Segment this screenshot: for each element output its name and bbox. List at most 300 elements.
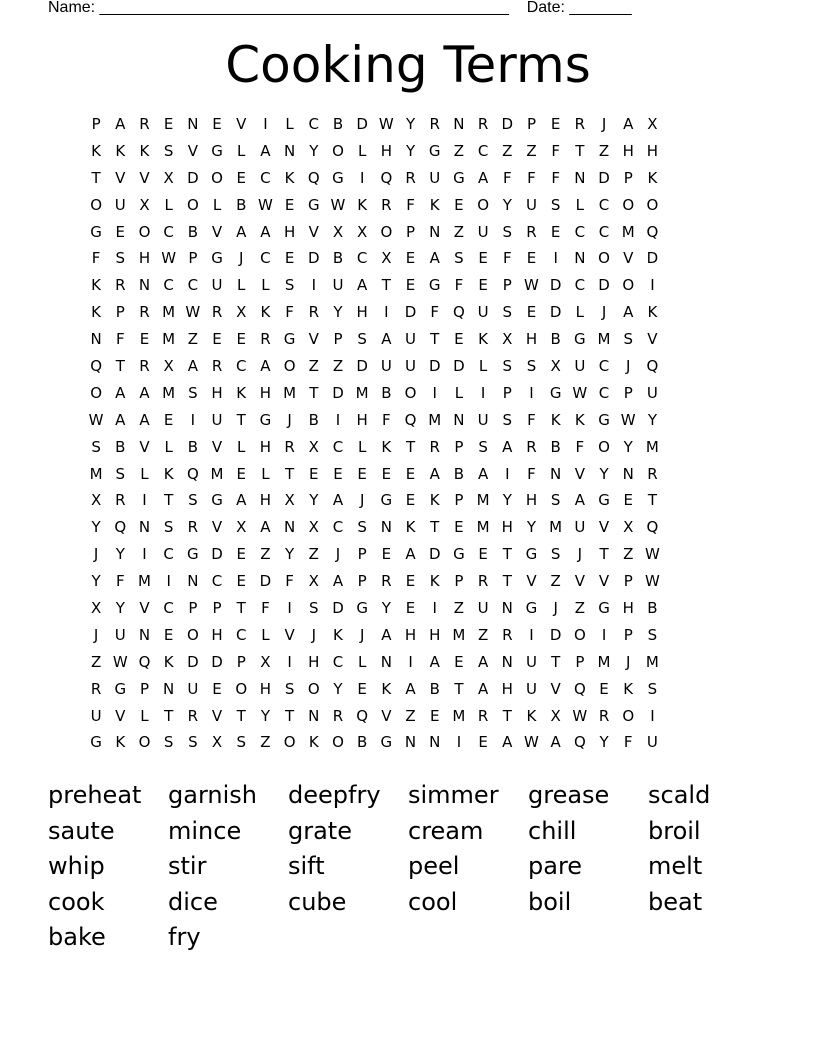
grid-letter[interactable]: A — [502, 733, 513, 752]
grid-letter[interactable]: Z — [332, 357, 344, 376]
grid-letter[interactable]: C — [574, 276, 586, 295]
grid-letter[interactable]: P — [526, 115, 536, 133]
grid-letter[interactable]: N — [501, 652, 513, 671]
grid-letter[interactable]: C — [163, 276, 174, 295]
grid-letter[interactable]: H — [308, 652, 320, 671]
grid-letter[interactable]: A — [260, 222, 271, 241]
grid-letter[interactable]: Q — [453, 303, 465, 322]
grid-letter[interactable]: F — [285, 572, 294, 591]
grid-letter[interactable]: T — [285, 464, 295, 483]
grid-letter[interactable]: P — [188, 249, 198, 268]
grid-letter[interactable]: L — [164, 195, 173, 214]
grid-letter[interactable]: P — [623, 168, 633, 187]
grid-letter[interactable]: G — [428, 276, 441, 295]
date-blank[interactable]: _______ — [569, 0, 632, 16]
grid-letter[interactable]: E — [599, 679, 609, 698]
grid-letter[interactable]: K — [381, 679, 392, 698]
grid-letter[interactable]: Z — [308, 545, 319, 564]
grid-letter[interactable]: J — [239, 249, 244, 268]
grid-letter[interactable]: G — [380, 733, 393, 752]
grid-letter[interactable]: T — [236, 599, 246, 618]
grid-letter[interactable]: A — [236, 491, 247, 510]
grid-letter[interactable]: L — [357, 141, 367, 160]
grid-letter[interactable]: N — [138, 625, 151, 644]
grid-letter[interactable]: U — [405, 330, 417, 349]
grid-letter[interactable]: L — [575, 303, 585, 322]
grid-letter[interactable]: O — [307, 679, 320, 698]
grid-letter[interactable]: A — [477, 168, 489, 187]
grid-letter[interactable]: A — [115, 383, 126, 402]
grid-letter[interactable]: P — [139, 679, 149, 698]
grid-letter[interactable]: A — [115, 410, 126, 429]
grid-letter[interactable]: K — [91, 141, 102, 160]
grid-letter[interactable]: O — [283, 357, 296, 376]
grid-letter[interactable]: W — [572, 383, 588, 402]
grid-letter[interactable]: D — [187, 652, 199, 671]
grid-letter[interactable]: L — [261, 276, 270, 295]
grid-letter[interactable]: E — [405, 464, 416, 483]
grid-letter[interactable]: N — [453, 115, 465, 133]
grid-letter[interactable]: K — [260, 303, 271, 322]
grid-letter[interactable]: C — [235, 357, 247, 376]
grid-letter[interactable]: I — [650, 706, 655, 725]
grid-letter[interactable]: T — [454, 679, 464, 698]
grid-letter[interactable]: W — [524, 276, 539, 295]
grid-letter[interactable]: V — [574, 572, 585, 591]
grid-letter[interactable]: M — [476, 518, 490, 537]
grid-letter[interactable]: Z — [598, 141, 610, 160]
grid-letter[interactable]: P — [454, 491, 464, 510]
grid-letter[interactable]: M — [645, 437, 659, 456]
grid-letter[interactable]: D — [308, 249, 320, 268]
grid-letter[interactable]: N — [138, 518, 151, 537]
grid-letter[interactable]: X — [308, 437, 319, 456]
grid-letter[interactable]: B — [332, 115, 344, 133]
grid-letter[interactable]: U — [90, 706, 102, 725]
grid-letter[interactable]: H — [501, 518, 513, 537]
grid-letter[interactable]: Y — [599, 464, 609, 483]
grid-letter[interactable]: L — [237, 276, 246, 295]
grid-letter[interactable]: C — [163, 599, 174, 618]
grid-letter[interactable]: V — [211, 706, 223, 725]
grid-letter[interactable]: X — [502, 330, 513, 349]
grid-letter[interactable]: G — [211, 141, 223, 160]
grid-letter[interactable]: X — [236, 303, 247, 322]
grid-letter[interactable]: V — [211, 437, 223, 456]
grid-letter[interactable]: Z — [526, 141, 537, 160]
grid-letter[interactable]: H — [259, 383, 272, 402]
grid-letter[interactable]: R — [90, 679, 102, 698]
grid-letter[interactable]: E — [212, 330, 222, 349]
grid-letter[interactable]: M — [162, 383, 176, 402]
grid-letter[interactable]: T — [647, 491, 657, 510]
grid-letter[interactable]: Y — [647, 410, 657, 429]
grid-letter[interactable]: L — [478, 357, 488, 376]
grid-letter[interactable]: D — [453, 357, 465, 376]
grid-letter[interactable]: T — [502, 572, 512, 591]
grid-letter[interactable]: K — [91, 276, 102, 295]
grid-letter[interactable]: J — [311, 625, 316, 644]
grid-letter[interactable]: E — [550, 222, 561, 241]
grid-letter[interactable]: G — [307, 195, 320, 214]
grid-letter[interactable]: O — [598, 437, 610, 456]
grid-letter[interactable]: V — [598, 572, 610, 591]
grid-letter[interactable]: A — [477, 464, 489, 483]
grid-letter[interactable]: K — [308, 733, 319, 752]
grid-letter[interactable]: T — [430, 518, 440, 537]
grid-letter[interactable]: A — [623, 115, 634, 133]
grid-letter[interactable]: I — [287, 652, 292, 671]
grid-letter[interactable]: E — [309, 464, 319, 483]
grid-letter[interactable]: V — [308, 222, 319, 241]
grid-letter[interactable]: Z — [260, 545, 271, 564]
grid-letter[interactable]: G — [525, 545, 538, 564]
grid-letter[interactable]: F — [575, 437, 585, 456]
grid-letter[interactable]: L — [237, 437, 246, 456]
grid-letter[interactable]: J — [626, 652, 631, 671]
grid-letter[interactable]: I — [432, 383, 437, 402]
grid-letter[interactable]: L — [140, 464, 149, 483]
grid-letter[interactable]: Y — [526, 518, 537, 537]
grid-letter[interactable]: F — [551, 168, 560, 187]
grid-letter[interactable]: E — [550, 115, 561, 133]
grid-letter[interactable]: D — [259, 572, 272, 591]
grid-letter[interactable]: F — [454, 276, 464, 295]
grid-letter[interactable]: I — [601, 625, 607, 644]
grid-letter[interactable]: X — [550, 357, 561, 376]
grid-letter[interactable]: P — [357, 545, 367, 564]
grid-letter[interactable]: G — [574, 330, 586, 349]
grid-letter[interactable]: C — [332, 518, 344, 537]
grid-letter[interactable]: S — [309, 599, 319, 618]
grid-letter[interactable]: D — [598, 168, 610, 187]
grid-letter[interactable]: M — [137, 572, 151, 591]
grid-letter[interactable]: O — [332, 141, 344, 160]
grid-letter[interactable]: N — [574, 168, 586, 187]
grid-letter[interactable]: K — [333, 625, 343, 644]
grid-letter[interactable]: G — [114, 679, 127, 698]
grid-letter[interactable]: E — [454, 330, 464, 349]
grid-letter[interactable]: R — [647, 464, 658, 483]
grid-letter[interactable]: H — [646, 141, 659, 160]
grid-letter[interactable]: H — [259, 437, 272, 456]
grid-letter[interactable]: V — [284, 625, 295, 644]
grid-letter[interactable]: K — [381, 437, 392, 456]
grid-letter[interactable]: Q — [646, 222, 659, 241]
grid-letter[interactable]: C — [163, 545, 174, 564]
grid-letter[interactable]: P — [502, 383, 512, 402]
grid-letter[interactable]: D — [211, 652, 223, 671]
grid-letter[interactable]: A — [357, 276, 368, 295]
grid-letter[interactable]: E — [212, 679, 222, 698]
grid-letter[interactable]: N — [380, 652, 392, 671]
grid-letter[interactable]: O — [186, 625, 199, 644]
grid-letter[interactable]: Y — [333, 679, 343, 698]
grid-letter[interactable]: A — [405, 679, 416, 698]
grid-letter[interactable]: U — [574, 518, 586, 537]
grid-letter[interactable]: K — [550, 410, 561, 429]
grid-letter[interactable]: R — [574, 115, 586, 133]
grid-letter[interactable]: T — [285, 706, 295, 725]
grid-letter[interactable]: X — [308, 572, 319, 591]
grid-letter[interactable]: E — [454, 195, 464, 214]
grid-letter[interactable]: S — [526, 357, 537, 376]
grid-letter[interactable]: A — [332, 572, 344, 591]
grid-letter[interactable]: H — [259, 491, 272, 510]
grid-letter[interactable]: A — [429, 652, 440, 671]
grid-letter[interactable]: G — [187, 545, 199, 564]
grid-letter[interactable]: N — [90, 330, 102, 349]
grid-letter[interactable]: J — [335, 545, 341, 564]
grid-letter[interactable]: Z — [453, 141, 465, 160]
grid-letter[interactable]: J — [93, 625, 99, 644]
grid-letter[interactable]: P — [406, 222, 416, 241]
grid-letter[interactable]: D — [356, 115, 368, 133]
grid-letter[interactable]: Q — [90, 357, 102, 376]
grid-letter[interactable]: P — [575, 652, 585, 671]
grid-letter[interactable]: G — [283, 330, 296, 349]
grid-letter[interactable]: S — [236, 733, 246, 752]
grid-letter[interactable]: O — [573, 625, 586, 644]
grid-letter[interactable]: K — [429, 195, 440, 214]
grid-letter[interactable]: S — [163, 518, 174, 537]
grid-letter[interactable]: U — [114, 195, 126, 214]
grid-letter[interactable]: E — [333, 464, 343, 483]
grid-letter[interactable]: B — [308, 410, 319, 429]
grid-letter[interactable]: S — [502, 410, 513, 429]
grid-letter[interactable]: D — [598, 276, 610, 295]
grid-letter[interactable]: S — [550, 195, 561, 214]
grid-letter[interactable]: O — [622, 276, 635, 295]
grid-letter[interactable]: O — [622, 706, 635, 725]
grid-letter[interactable]: E — [284, 195, 295, 214]
grid-letter[interactable]: O — [380, 222, 393, 241]
grid-letter[interactable]: Y — [381, 599, 391, 618]
grid-letter[interactable]: F — [261, 599, 270, 618]
grid-letter[interactable]: G — [598, 491, 610, 510]
grid-letter[interactable]: I — [529, 625, 534, 644]
grid-letter[interactable]: I — [529, 383, 534, 402]
grid-letter[interactable]: D — [428, 357, 441, 376]
grid-letter[interactable]: A — [623, 303, 634, 322]
grid-letter[interactable]: Q — [307, 168, 320, 187]
grid-letter[interactable]: N — [187, 572, 199, 591]
grid-letter[interactable]: J — [577, 545, 583, 564]
grid-letter[interactable]: G — [453, 168, 465, 187]
grid-letter[interactable]: R — [187, 518, 199, 537]
grid-letter[interactable]: W — [644, 545, 660, 564]
grid-letter[interactable]: C — [260, 168, 271, 187]
grid-letter[interactable]: H — [525, 330, 538, 349]
grid-letter[interactable]: V — [139, 599, 150, 618]
grid-letter[interactable]: Q — [186, 464, 199, 483]
grid-letter[interactable]: S — [115, 464, 126, 483]
grid-letter[interactable]: A — [550, 733, 561, 752]
grid-letter[interactable]: V — [211, 222, 223, 241]
grid-letter[interactable]: C — [332, 437, 344, 456]
grid-letter[interactable]: R — [405, 168, 416, 187]
grid-letter[interactable]: Y — [623, 437, 633, 456]
grid-letter[interactable]: R — [284, 437, 295, 456]
grid-letter[interactable]: L — [454, 383, 464, 402]
grid-letter[interactable]: S — [357, 518, 367, 537]
grid-letter[interactable]: B — [381, 383, 392, 402]
grid-letter[interactable]: I — [408, 652, 413, 671]
grid-letter[interactable]: H — [356, 303, 368, 322]
grid-letter[interactable]: O — [283, 733, 296, 752]
grid-letter[interactable]: R — [308, 303, 319, 322]
grid-letter[interactable]: C — [598, 383, 610, 402]
grid-letter[interactable]: O — [211, 168, 223, 187]
grid-letter[interactable]: W — [620, 410, 636, 429]
grid-letter[interactable]: W — [572, 706, 588, 725]
grid-letter[interactable]: W — [161, 249, 177, 268]
grid-letter[interactable]: C — [187, 276, 199, 295]
grid-letter[interactable]: N — [429, 222, 441, 241]
grid-letter[interactable]: N — [622, 464, 634, 483]
grid-letter[interactable]: E — [357, 464, 367, 483]
grid-letter[interactable]: R — [526, 222, 537, 241]
grid-letter[interactable]: D — [187, 168, 199, 187]
grid-letter[interactable]: O — [90, 383, 102, 402]
grid-letter[interactable]: X — [139, 195, 150, 214]
grid-letter[interactable]: O — [598, 249, 610, 268]
grid-letter[interactable]: H — [404, 625, 417, 644]
grid-letter[interactable]: F — [527, 410, 536, 429]
grid-letter[interactable]: D — [211, 545, 223, 564]
grid-letter[interactable]: U — [211, 276, 223, 295]
grid-letter[interactable]: A — [260, 357, 271, 376]
grid-letter[interactable]: F — [502, 249, 512, 268]
grid-letter[interactable]: Z — [477, 625, 489, 644]
grid-letter[interactable]: O — [186, 195, 199, 214]
grid-letter[interactable]: P — [236, 652, 246, 671]
grid-letter[interactable]: P — [188, 599, 198, 618]
grid-letter[interactable]: A — [260, 518, 271, 537]
grid-letter[interactable]: H — [525, 491, 538, 510]
grid-letter[interactable]: Q — [573, 733, 586, 752]
grid-letter[interactable]: R — [477, 572, 489, 591]
grid-letter[interactable]: K — [647, 303, 658, 322]
grid-letter[interactable]: V — [115, 706, 126, 725]
grid-letter[interactable]: M — [210, 464, 224, 483]
grid-letter[interactable]: C — [260, 249, 271, 268]
grid-letter[interactable]: S — [550, 491, 561, 510]
grid-letter[interactable]: S — [502, 303, 513, 322]
grid-letter[interactable]: M — [162, 330, 176, 349]
grid-letter[interactable]: P — [623, 625, 633, 644]
grid-letter[interactable]: A — [477, 679, 489, 698]
grid-letter[interactable]: I — [456, 733, 462, 752]
grid-letter[interactable]: I — [142, 491, 147, 510]
grid-letter[interactable]: A — [139, 383, 150, 402]
grid-letter[interactable]: V — [211, 518, 223, 537]
grid-letter[interactable]: P — [623, 572, 633, 591]
grid-letter[interactable]: H — [283, 222, 296, 241]
grid-letter[interactable]: U — [525, 652, 537, 671]
grid-letter[interactable]: K — [115, 141, 126, 160]
grid-letter[interactable]: O — [138, 733, 151, 752]
grid-letter[interactable]: T — [164, 706, 174, 725]
grid-letter[interactable]: S — [623, 330, 633, 349]
grid-letter[interactable]: V — [187, 141, 198, 160]
grid-letter[interactable]: W — [644, 572, 660, 591]
grid-letter[interactable]: Q — [646, 357, 659, 376]
grid-letter[interactable]: F — [115, 330, 125, 349]
grid-letter[interactable]: E — [623, 491, 633, 510]
grid-letter[interactable]: U — [114, 625, 126, 644]
grid-letter[interactable]: Y — [333, 303, 343, 322]
grid-letter[interactable]: Z — [187, 330, 198, 349]
grid-letter[interactable]: E — [236, 572, 246, 591]
grid-letter[interactable]: J — [93, 545, 99, 564]
grid-letter[interactable]: I — [384, 303, 389, 322]
grid-letter[interactable]: W — [88, 410, 104, 429]
grid-letter[interactable]: S — [502, 222, 513, 241]
grid-letter[interactable]: E — [139, 330, 150, 349]
grid-letter[interactable]: F — [551, 141, 560, 160]
grid-letter[interactable]: I — [190, 410, 196, 429]
grid-letter[interactable]: D — [549, 303, 562, 322]
grid-letter[interactable]: Z — [453, 599, 465, 618]
grid-letter[interactable]: U — [429, 168, 441, 187]
grid-letter[interactable]: H — [380, 141, 392, 160]
grid-letter[interactable]: A — [187, 357, 198, 376]
grid-letter[interactable]: I — [166, 572, 171, 591]
grid-letter[interactable]: D — [332, 599, 344, 618]
grid-letter[interactable]: E — [115, 222, 126, 241]
grid-letter[interactable]: L — [357, 652, 367, 671]
grid-letter[interactable]: B — [453, 464, 465, 483]
grid-letter[interactable]: V — [115, 168, 126, 187]
grid-letter[interactable]: P — [333, 330, 343, 349]
grid-letter[interactable]: A — [405, 545, 416, 564]
grid-letter[interactable]: N — [550, 464, 562, 483]
grid-letter[interactable]: F — [115, 572, 125, 591]
grid-letter[interactable]: R — [211, 357, 223, 376]
grid-letter[interactable]: Y — [91, 518, 101, 537]
grid-letter[interactable]: M — [452, 625, 466, 644]
grid-letter[interactable]: P — [454, 572, 464, 591]
grid-letter[interactable]: H — [138, 249, 151, 268]
grid-letter[interactable]: E — [405, 599, 416, 618]
grid-letter[interactable]: E — [405, 276, 416, 295]
grid-letter[interactable]: K — [163, 464, 174, 483]
grid-letter[interactable]: G — [90, 222, 102, 241]
grid-letter[interactable]: K — [623, 679, 634, 698]
grid-letter[interactable]: K — [236, 383, 247, 402]
grid-letter[interactable]: S — [502, 357, 513, 376]
grid-letter[interactable]: T — [599, 545, 609, 564]
grid-letter[interactable]: Q — [646, 518, 659, 537]
grid-letter[interactable]: S — [115, 249, 126, 268]
grid-letter[interactable]: M — [162, 303, 176, 322]
grid-letter[interactable]: O — [622, 195, 635, 214]
grid-letter[interactable]: P — [115, 303, 125, 322]
grid-letter[interactable]: A — [139, 410, 150, 429]
grid-letter[interactable]: C — [235, 625, 247, 644]
grid-letter[interactable]: K — [357, 195, 368, 214]
grid-letter[interactable]: E — [163, 410, 174, 429]
grid-letter[interactable]: A — [502, 437, 513, 456]
grid-letter[interactable]: A — [115, 115, 126, 133]
grid-letter[interactable]: N — [574, 249, 586, 268]
grid-letter[interactable]: M — [428, 410, 442, 429]
grid-letter[interactable]: A — [574, 491, 585, 510]
grid-letter[interactable]: Y — [285, 545, 295, 564]
grid-letter[interactable]: Z — [502, 141, 513, 160]
grid-letter[interactable]: X — [381, 249, 392, 268]
